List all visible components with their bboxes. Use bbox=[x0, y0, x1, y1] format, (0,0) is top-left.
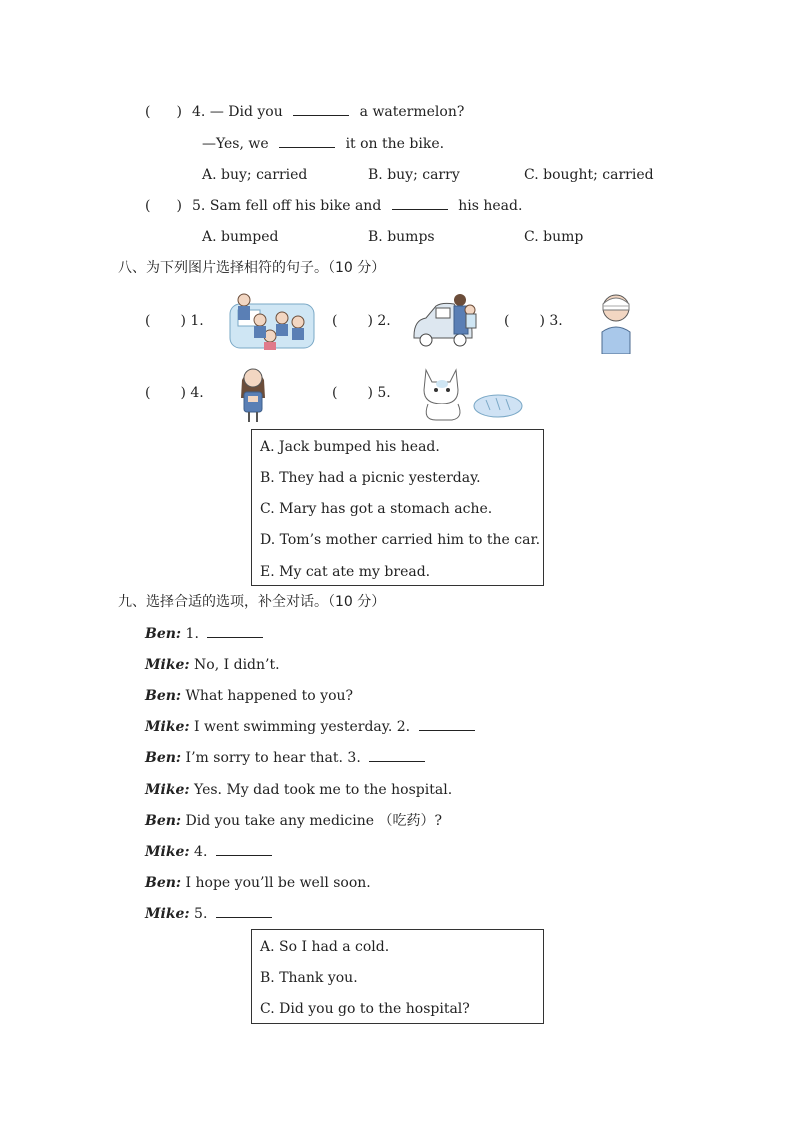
q4-answer-paren[interactable]: ( ) bbox=[145, 104, 182, 120]
dialogue-line-10: Mike: 5. bbox=[145, 905, 272, 923]
s8-item-1[interactable]: ( ) 1. bbox=[145, 313, 204, 329]
dialogue-line-5: Ben: I’m sorry to hear that. 3. bbox=[145, 749, 425, 767]
s8-item-5[interactable]: ( ) 5. bbox=[332, 385, 391, 401]
cat-bread-picture bbox=[414, 362, 526, 422]
bandaged-boy-picture bbox=[596, 292, 636, 354]
s8-item-4[interactable]: ( ) 4. bbox=[145, 385, 204, 401]
q5-blank[interactable] bbox=[392, 197, 448, 210]
q5-option-b: B. bumps bbox=[368, 229, 435, 245]
q4-option-a: A. buy; carried bbox=[202, 167, 308, 183]
dialogue-blank-1[interactable] bbox=[207, 625, 263, 638]
s9-option-b: B. Thank you. bbox=[260, 970, 358, 986]
q5-question-line: 5. Sam fell off his bike and his head. bbox=[192, 198, 523, 214]
dialogue-line-4: Mike: I went swimming yesterday. 2. bbox=[145, 718, 475, 736]
q4-answer-line: —Yes, we it on the bike. bbox=[202, 136, 445, 152]
q4-blank-2[interactable] bbox=[279, 135, 335, 148]
section8-title: 八、为下列图片选择相符的句子。（10 分） bbox=[118, 260, 386, 276]
stomachache-girl-picture bbox=[238, 362, 268, 426]
s8-option-a: A. Jack bumped his head. bbox=[260, 439, 440, 455]
q4-blank-1[interactable] bbox=[293, 103, 349, 116]
section9-title: 九、选择合适的选项，补全对话。（10 分） bbox=[118, 594, 386, 610]
dialogue-blank-3[interactable] bbox=[369, 749, 425, 762]
dialogue-line-7: Ben: Did you take any medicine （吃药）? bbox=[145, 813, 442, 829]
s8-option-d: D. Tom’s mother carried him to the car. bbox=[260, 532, 541, 548]
dialogue-line-9: Ben: I hope you’ll be well soon. bbox=[145, 875, 371, 891]
picnic-picture bbox=[224, 290, 316, 352]
dialogue-blank-4[interactable] bbox=[216, 843, 272, 856]
dialogue-blank-2[interactable] bbox=[419, 718, 475, 731]
s9-option-c: C. Did you go to the hospital? bbox=[260, 1001, 470, 1017]
dialogue-line-6: Mike: Yes. My dad took me to the hospital. bbox=[145, 782, 453, 798]
dialogue-line-2: Mike: No, I didn’t. bbox=[145, 657, 280, 673]
q5-option-c: C. bump bbox=[524, 229, 584, 245]
s8-option-b: B. They had a picnic yesterday. bbox=[260, 470, 481, 486]
car-picture bbox=[410, 292, 486, 350]
section9-options-box bbox=[251, 929, 544, 1024]
s8-option-e: E. My cat ate my bread. bbox=[260, 564, 431, 580]
section8-options-box bbox=[251, 429, 544, 586]
q4-option-b: B. buy; carry bbox=[368, 167, 460, 183]
q5-option-a: A. bumped bbox=[202, 229, 279, 245]
dialogue-line-1: Ben: 1. bbox=[145, 625, 263, 643]
s8-item-2[interactable]: ( ) 2. bbox=[332, 313, 391, 329]
s8-item-3[interactable]: ( ) 3. bbox=[504, 313, 563, 329]
q4-option-c: C. bought; carried bbox=[524, 167, 654, 183]
dialogue-line-8: Mike: 4. bbox=[145, 843, 272, 861]
dialogue-line-3: Ben: What happened to you? bbox=[145, 688, 354, 704]
dialogue-blank-5[interactable] bbox=[216, 905, 272, 918]
q4-question-line: 4. — Did you a watermelon? bbox=[192, 104, 465, 120]
s9-option-a: A. So I had a cold. bbox=[260, 939, 390, 955]
q5-answer-paren[interactable]: ( ) bbox=[145, 198, 182, 214]
s8-option-c: C. Mary has got a stomach ache. bbox=[260, 501, 493, 517]
